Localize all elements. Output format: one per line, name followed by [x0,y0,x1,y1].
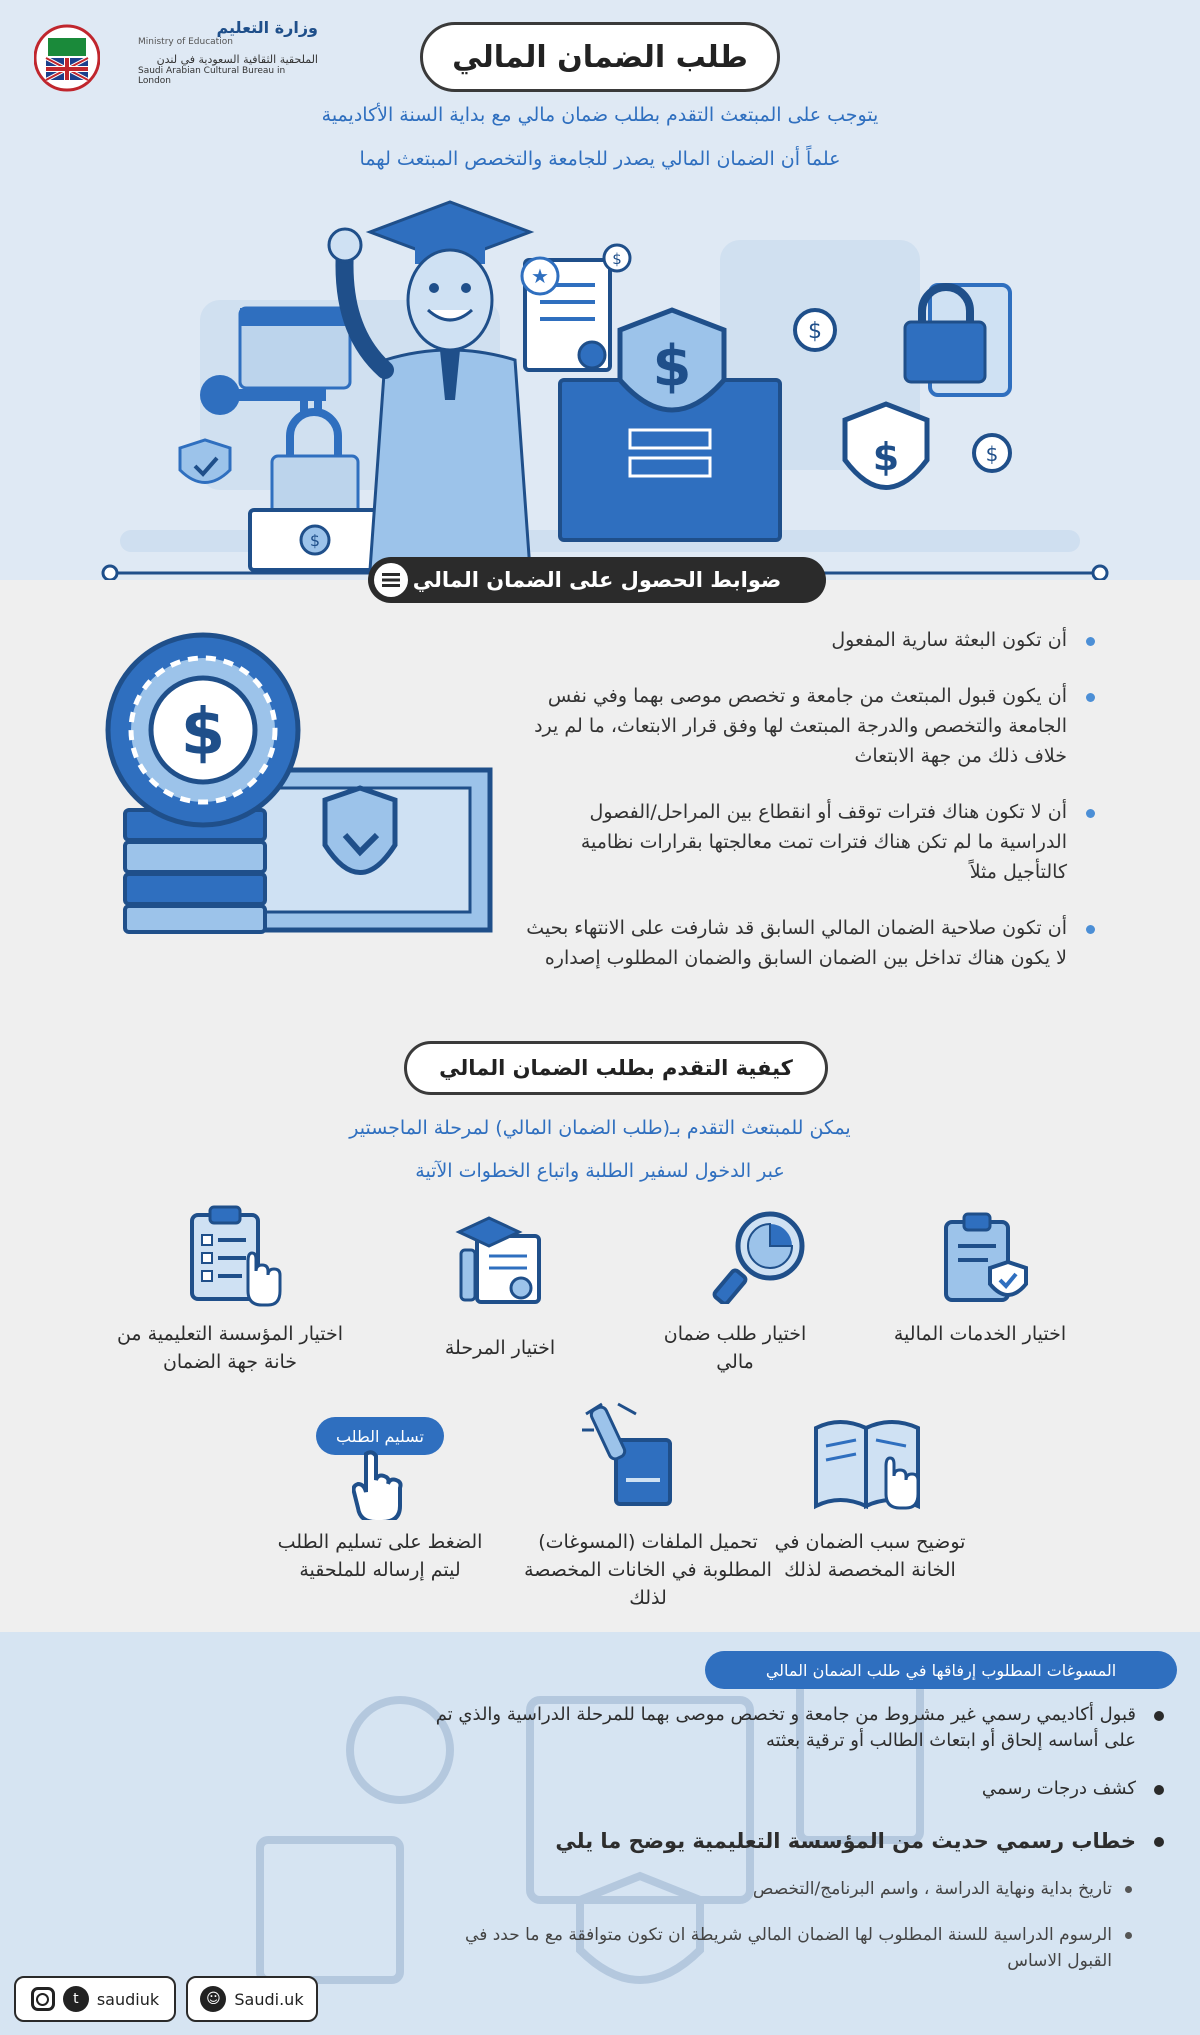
svg-text:$: $ [872,435,900,479]
requirements-title: المسوغات المطلوب إرفاقها في طلب الضمان المالي [765,1660,1117,1680]
menu-lines-icon [374,563,408,597]
bullet-dot [1154,1785,1164,1795]
step-upload: تحميل الملفات (المسوغات) المطلوبة في الخانات المخصصة لذلك [524,1531,772,1609]
intro-line-2: علماً أن الضمان المالي يصدر للجامعة والتخصص المبتعث لهما [359,148,841,170]
bullet-dot [1086,809,1095,818]
svg-text:$: $ [180,696,226,770]
svg-text:$: $ [309,531,321,550]
bureau-name-en: Saudi Arabian Cultural Bureau in London [138,66,286,86]
condition-item [520,625,1095,655]
condition-item [520,797,1095,887]
requirement-text: قبول أكاديمي رسمي غير مشروط من جامعة و تخصص موصى بهما للمرحلة الدراسية والذي تم على أساسه إلحاق أو ابتعاث الطالب أو ترقية بعثته [435,1704,1136,1751]
coins-money-illustration [105,620,495,940]
browser-window-icon [240,308,350,388]
snapchat-link[interactable] [186,1976,318,2022]
condition-item [520,681,1095,771]
ministry-name-en: Ministry of Education [138,37,233,47]
pointer-hand-icon [352,1450,408,1524]
conditions-list [520,625,1095,999]
cultural-bureau-logo [34,20,100,96]
requirement-bold-text: خطاب رسمي حديث من المؤسسة التعليمية يوضح ما يلي [555,1829,1136,1853]
svg-text:$: $ [985,442,999,466]
svg-text:$: $ [652,334,692,399]
magnifier-chart-icon [712,1208,808,1308]
conditions-title: ضوابط الحصول على الضمان المالي [412,568,782,592]
howto-line-2: عبر الدخول لسفير الطلبة واتباع الخطوات الآتية [415,1160,785,1182]
dollar-coin-icon-3 [604,245,630,271]
bullet-dot [1086,925,1095,934]
small-shield-icon [180,440,230,483]
shield-dollar-icon-2 [845,404,927,488]
requirements-title-banner [705,1651,1177,1689]
bullet-dot [1125,1932,1132,1939]
step-submit: الضغط على تسليم الطلب ليتم إرساله للملحقية [277,1531,483,1581]
page-title [420,22,780,92]
condition-text: أن تكون البعثة سارية المفعول [831,629,1067,651]
svg-text:★: ★ [531,264,549,288]
bullet-dot [1125,1886,1132,1893]
bullet-dot [1086,693,1095,702]
howto-line-1: يمكن للمبتعث التقدم بـ(طلب الضمان المالي) لمرحلة الماجستير [349,1117,851,1139]
howto-title [404,1041,828,1095]
condition-text: أن تكون صلاحية الضمان المالي السابق قد شارفت على الانتهاء بحيث لا يكون هناك تداخل بين الضمان السابق والضمان المطلوب إصداره [526,917,1067,969]
condition-text: أن يكون قبول المبتعث من جامعة و تخصص موصى بهما وفي نفس الجامعة والتخصص والدرجة المبتعث لها وفق قرار الابتعاث، ما لم يرد خلاف ذلك من جهة الابتعاث [534,685,1067,767]
bullet-dot [1086,637,1095,646]
requirement-sub-item [430,1876,1170,1902]
requirement-item [430,1776,1170,1802]
graduate-finance-illustration [0,190,1200,580]
dollar-shield-icon [620,310,724,410]
snapchat-icon: ☺ [200,1986,226,2012]
open-book-hand-icon [810,1410,930,1520]
lock-card-icon [905,285,1010,395]
conditions-title-banner [368,557,826,603]
star-badge-icon [522,258,558,294]
condition-text: أن لا تكون هناك فترات توقف أو انقطاع بين المراحل/الفصول الدراسية ما لم تكن هناك فترات تمت معالجتها بقرارات نظامية كالتأجيل مثلاً [580,801,1067,883]
svg-text:$: $ [808,319,822,344]
page-title-text: طلب الضمان المالي [452,39,748,75]
step-financial-guarantee: اختيار طلب ضمان مالي [663,1323,807,1373]
dollar-coin-icon-2 [974,435,1010,471]
cash-box-icon [250,510,380,570]
requirement-sub-item [430,1922,1170,1974]
instagram-icon [31,1987,55,2011]
step-institution: اختيار المؤسسة التعليمية من خانة جهة الضمان [116,1323,344,1373]
intro-line-1: يتوجب على المبتعث التقدم بطلب ضمان مالي مع بداية السنة الأكاديمية [321,104,879,126]
svg-text:$: $ [612,250,622,268]
requirement-text: كشف درجات رسمي [981,1778,1136,1799]
ministry-logo-block [138,18,318,86]
requirements-list [430,1702,1170,1994]
step-financial-services: اختيار الخدمات المالية [893,1323,1067,1345]
bullet-dot [1154,1711,1164,1721]
requirement-sub-text: تاريخ بداية ونهاية الدراسة ، واسم البرنامج/التخصص [752,1879,1112,1899]
requirement-item [430,1702,1170,1754]
bullet-dot [1154,1837,1164,1847]
bureau-name-ar: الملحقية الثقافية السعودية في لندن [156,53,318,66]
step-stage: اختيار المرحلة [444,1337,556,1359]
clipboard-shield-icon [938,1210,1028,1310]
upload-book-icon [578,1400,678,1514]
dollar-coin-icon [795,310,835,350]
twitter-icon: t [63,1986,89,2012]
ministry-name-ar: وزارة التعليم [216,18,318,37]
snapchat-handle: Saudi.uk [234,1989,304,2009]
requirement-sub-text: الرسوم الدراسية للسنة المطلوب لها الضمان المالي شريطة ان تكون متوافقة مع ما حدد في القبول الاساس [465,1925,1112,1971]
graduation-certificate-icon [455,1210,547,1310]
requirement-item-bold [430,1828,1170,1854]
step-reason: توضيح سبب الضمان في الخانة المخصصة لذلك [774,1531,966,1581]
condition-item [520,913,1095,973]
social-handle: saudiuk [96,1989,160,2009]
twitter-instagram-link[interactable] [14,1976,176,2022]
howto-title-text: كيفية التقدم بطلب الضمان المالي [439,1056,793,1080]
submit-request-label: تسليم الطلب [335,1426,425,1446]
checklist-hand-icon [186,1205,282,1313]
